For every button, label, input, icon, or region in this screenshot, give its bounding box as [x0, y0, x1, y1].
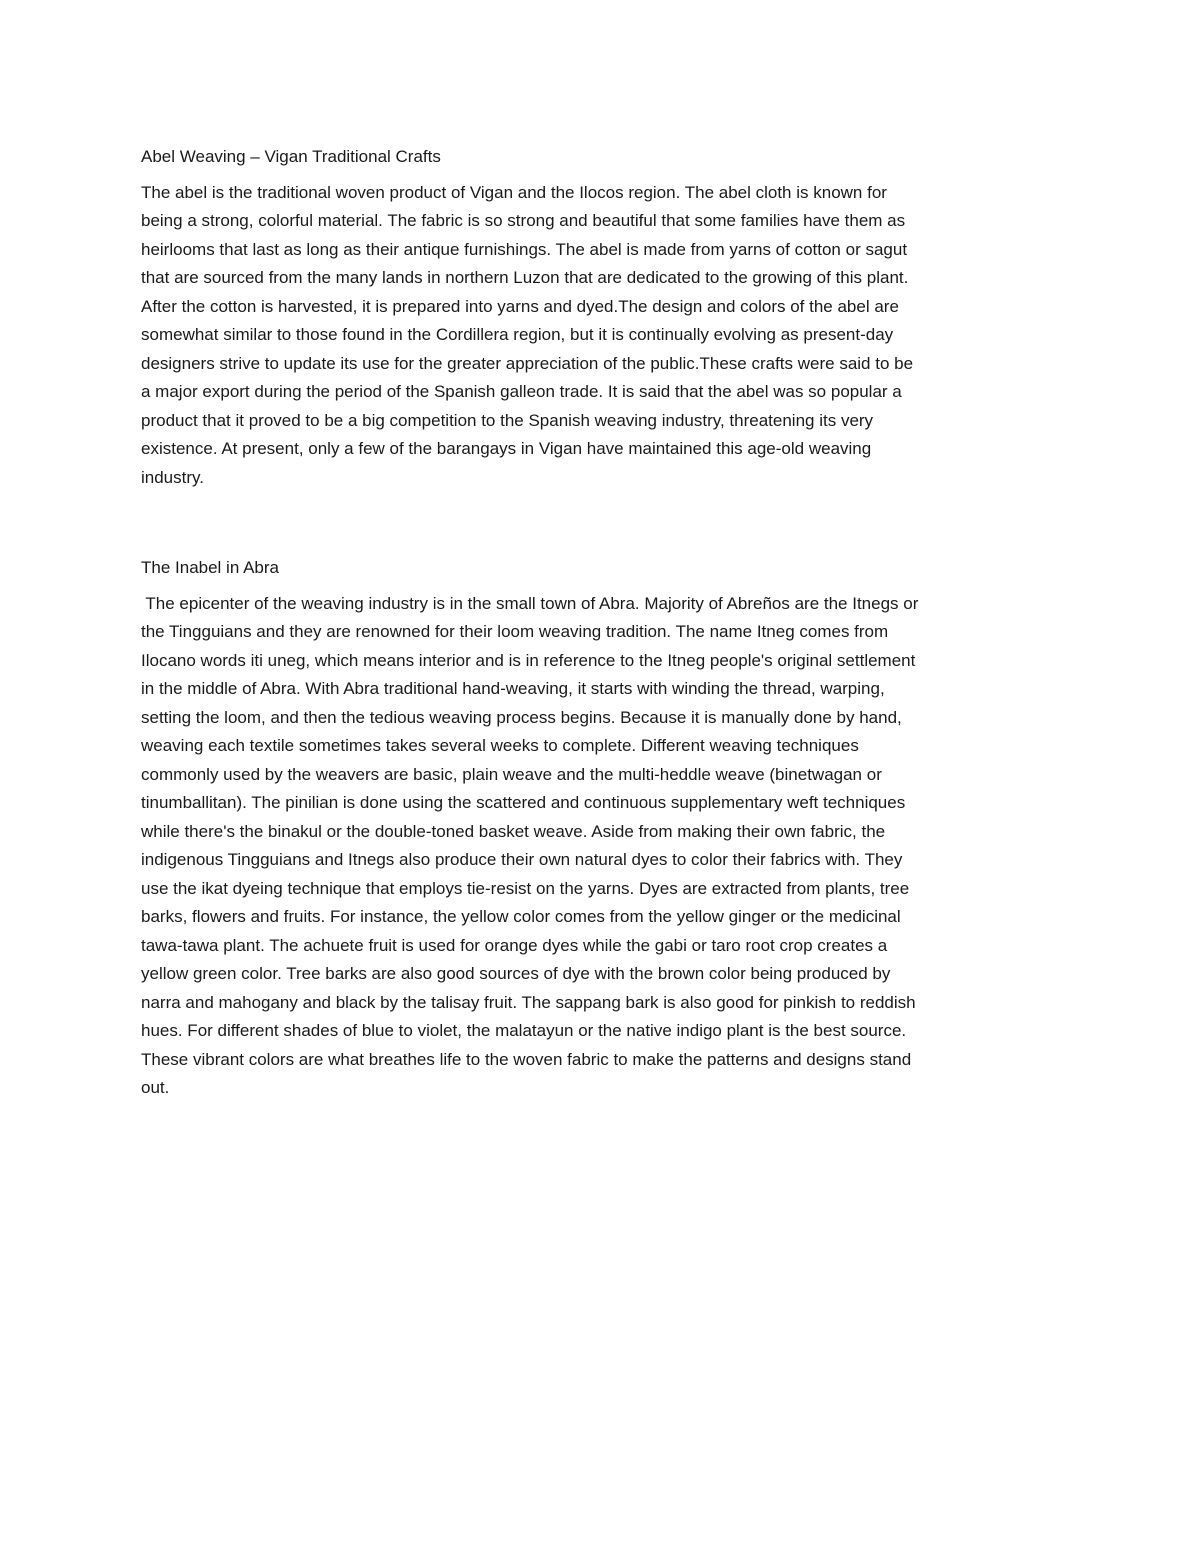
section-heading-inabel-abra: The Inabel in Abra: [141, 558, 279, 577]
text-line: designers strive to update its use for the greater appreciation of the public.These crafts were said to be: [141, 353, 914, 373]
text-line: tinumballitan). The pinilian is done using the scattered and continuous supplementary weft techniques: [141, 793, 906, 812]
text-line: barks, flowers and fruits. For instance, the yellow color comes from the yellow ginger or the medicinal: [141, 907, 901, 926]
text-line: Ilocano words iti uneg, which means interior and is in reference to the Itneg people's original settlement: [141, 650, 916, 670]
section-spacer: [141, 492, 1066, 554]
text-line: These vibrant colors are what breathes life to the woven fabric to make the patterns and designs stand: [141, 1049, 912, 1069]
text-line: commonly used by the weavers are basic, plain weave and the multi-heddle weave (binetwagan or: [141, 764, 882, 784]
text-line: being a strong, colorful material. The fabric is so strong and beautiful that some families have them as: [141, 211, 906, 230]
text-line: The abel is the traditional woven product of Vigan and the Ilocos region. The abel cloth is known for: [141, 182, 887, 202]
text-line: industry.: [141, 467, 204, 487]
text-line: product that it proved to be a big competition to the Spanish weaving industry, threatening its very: [141, 410, 874, 430]
text-line: in the middle of Abra. With Abra traditional hand-weaving, it starts with winding the thread, warping,: [141, 679, 885, 698]
text-line: a major export during the period of the Spanish galleon trade. It is said that the abel was so popular a: [141, 382, 902, 401]
text-line: The epicenter of the weaving industry is in the small town of Abra. Majority of Abreños are the Itnegs or: [141, 593, 919, 613]
text-line: the Tingguians and they are renowned for their loom weaving tradition. The name Itneg comes from: [141, 622, 889, 641]
text-line: somewhat similar to those found in the Cordillera region, but it is continually evolving as present-day: [141, 325, 894, 344]
text-line: indigenous Tingguians and Itnegs also produce their own natural dyes to color their fabrics with. They: [141, 850, 903, 869]
text-line: that are sourced from the many lands in northern Luzon that are dedicated to the growing of this plant.: [141, 268, 909, 287]
text-line: use the ikat dyeing technique that employs tie-resist on the yarns. Dyes are extracted from plants, tree: [141, 878, 910, 898]
text-line: existence. At present, only a few of the barangays in Vigan have maintained this age-old weaving: [141, 439, 872, 458]
paragraph-inabel-abra: [141, 590, 1066, 1103]
text-line: After the cotton is harvested, it is prepared into yarns and dyed.The design and colors of the abel are: [141, 296, 899, 316]
text-line: tawa-tawa plant. The achuete fruit is used for orange dyes while the gabi or taro root crop creates a: [141, 935, 888, 955]
document-body: [141, 143, 1066, 1103]
text-line: narra and mahogany and black by the talisay fruit. The sappang bark is also good for pinkish to reddish: [141, 992, 916, 1012]
section-heading-abel-weaving: Abel Weaving – Vigan Traditional Crafts: [141, 147, 441, 166]
text-line: out.: [141, 1078, 170, 1097]
text-line: while there's the binakul or the double-toned basket weave. Aside from making their own fabric, the: [141, 821, 886, 841]
paragraph-abel-weaving: [141, 179, 1066, 493]
text-line: heirlooms that last as long as their antique furnishings. The abel is made from yarns of cotton or sagut: [141, 239, 908, 259]
text-line: setting the loom, and then the tedious weaving process begins. Because it is manually done by hand,: [141, 707, 902, 727]
text-line: yellow green color. Tree barks are also good sources of dye with the brown color being produced by: [141, 964, 891, 983]
text-line: weaving each textile sometimes takes several weeks to complete. Different weaving techniques: [141, 736, 859, 755]
text-line: hues. For different shades of blue to violet, the malatayun or the native indigo plant is the best source.: [141, 1021, 907, 1040]
